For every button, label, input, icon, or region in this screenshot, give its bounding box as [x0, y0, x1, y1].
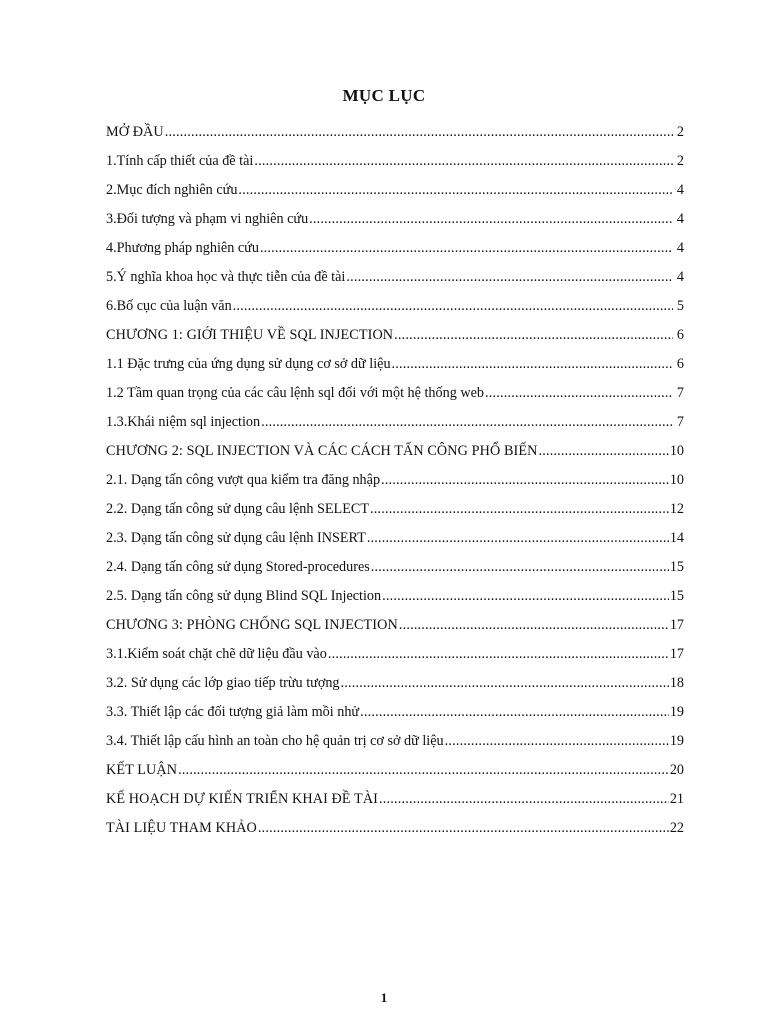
toc-leader-dots: [346, 269, 673, 286]
toc-entry: [106, 298, 684, 320]
toc-entry-label: MỞ ĐẦU: [106, 124, 164, 140]
toc-leader-dots: [254, 153, 673, 170]
toc-entry-page: 20: [669, 762, 684, 778]
toc-entry-page: 4: [676, 269, 684, 285]
toc-entry: [106, 820, 684, 842]
toc-entry-label: CHƯƠNG 3: PHÒNG CHỐNG SQL INJECTION: [106, 617, 398, 633]
toc-entry-label: 2.2. Dạng tấn công sử dụng câu lệnh SELECT: [106, 501, 370, 517]
toc-entry-label: 5.Ý nghĩa khoa học và thực tiễn của đề tài: [106, 269, 346, 285]
toc-entry-label: 1.2 Tầm quan trọng của các câu lệnh sql đối với một hệ thống web: [106, 385, 484, 401]
toc-leader-dots: [309, 211, 673, 228]
toc-leader-dots: [178, 762, 669, 779]
toc-entry: [106, 472, 684, 494]
toc-entry: [106, 559, 684, 581]
toc-title: MỤC LỤC: [342, 86, 426, 105]
toc-entry-label: 2.5. Dạng tấn công sử dụng Blind SQL Injection: [106, 588, 382, 604]
toc-leader-dots: [382, 588, 669, 605]
toc-entry-page: 15: [669, 588, 684, 604]
toc-entry: [106, 443, 684, 465]
toc-entry-label: CHƯƠNG 1: GIỚI THIỆU VỀ SQL INJECTION: [106, 327, 394, 343]
toc-entry-page: 7: [676, 414, 684, 430]
toc-entry-page: 15: [669, 559, 684, 575]
toc-leader-dots: [445, 733, 669, 750]
toc-entry-page: 18: [669, 675, 684, 691]
toc-entry-page: 7: [676, 385, 684, 401]
toc-entry-label: 2.4. Dạng tấn công sử dụng Stored-procedures: [106, 559, 370, 575]
toc-leader-dots: [367, 530, 669, 547]
toc-entry: [106, 733, 684, 755]
toc-leader-dots: [260, 240, 673, 257]
toc-leader-dots: [258, 820, 669, 837]
toc-entry-page: 17: [669, 617, 684, 633]
toc-entry-label: 3.4. Thiết lập cấu hình an toàn cho hệ quản trị cơ sở dữ liệu: [106, 733, 444, 749]
toc-entry: [106, 588, 684, 610]
toc-entry-page: 12: [669, 501, 684, 517]
toc-leader-dots: [328, 646, 669, 663]
toc-entry-page: 6: [676, 356, 684, 372]
toc-entry-label: 1.Tính cấp thiết của đề tài: [106, 153, 254, 169]
toc-entry: [106, 704, 684, 726]
toc-leader-dots: [379, 791, 669, 808]
toc-entry-label: 2.3. Dạng tấn công sử dụng câu lệnh INSERT: [106, 530, 366, 546]
toc-entry-label: TÀI LIỆU THAM KHẢO: [106, 820, 257, 836]
toc-entry: [106, 182, 684, 204]
toc-entry: [106, 617, 684, 639]
toc-entry-label: KẾ HOẠCH DỰ KIẾN TRIỂN KHAI ĐỀ TÀI: [106, 791, 378, 807]
toc-entry-page: 4: [676, 182, 684, 198]
toc-entry-page: 17: [669, 646, 684, 662]
toc-entry-page: 2: [676, 153, 684, 169]
toc-entry: [106, 124, 684, 146]
toc-entry-page: 10: [669, 443, 684, 459]
toc-entry-label: CHƯƠNG 2: SQL INJECTION VÀ CÁC CÁCH TẤN CÔNG PHỔ BIẾN: [106, 443, 538, 459]
toc-entry: [106, 269, 684, 291]
toc-entry-page: 21: [669, 791, 684, 807]
toc-entry: [106, 153, 684, 175]
toc-leader-dots: [392, 356, 673, 373]
toc-leader-dots: [233, 298, 673, 315]
toc-leader-dots: [165, 124, 673, 141]
toc-entry: [106, 414, 684, 436]
toc-entry: [106, 530, 684, 552]
toc-entry-page: 4: [676, 211, 684, 227]
toc-leader-dots: [261, 414, 673, 431]
toc-leader-dots: [238, 182, 673, 199]
toc-leader-dots: [538, 443, 668, 460]
toc-entry: [106, 675, 684, 697]
toc-entry: [106, 211, 684, 233]
toc-entry-label: 1.3.Khái niệm sql injection: [106, 414, 261, 430]
toc-entry-page: 19: [669, 733, 684, 749]
toc-entry-page: 22: [669, 820, 684, 836]
toc-leader-dots: [370, 501, 669, 518]
toc-entry-label: 6.Bố cục của luận văn: [106, 298, 232, 314]
toc-entry-label: 3.1.Kiểm soát chặt chẽ dữ liệu đầu vào: [106, 646, 327, 662]
toc-entry-page: 6: [676, 327, 684, 343]
toc-leader-dots: [485, 385, 673, 402]
toc-entry: [106, 385, 684, 407]
toc-entry-label: 3.Đối tượng và phạm vi nghiên cứu: [106, 211, 309, 227]
toc-entry: [106, 501, 684, 523]
toc-entry: [106, 646, 684, 668]
toc-entry-page: 10: [669, 472, 684, 488]
toc-entry-label: 4.Phương pháp nghiên cứu: [106, 240, 259, 256]
toc-entry: [106, 240, 684, 262]
toc-entry-page: 19: [669, 704, 684, 720]
toc-leader-dots: [341, 675, 669, 692]
toc-entry-page: 5: [676, 298, 684, 314]
toc-entry-label: KẾT LUẬN: [106, 762, 178, 778]
toc-leader-dots: [371, 559, 669, 576]
toc-entry-label: 3.2. Sử dụng các lớp giao tiếp trừu tượng: [106, 675, 340, 691]
toc-entry: [106, 327, 684, 349]
toc-entry-page: 4: [676, 240, 684, 256]
toc-leader-dots: [360, 704, 669, 721]
toc-entry-page: 2: [676, 124, 684, 140]
toc-leader-dots: [381, 472, 669, 489]
toc-entry: [106, 762, 684, 784]
toc-entry-page: 14: [669, 530, 684, 546]
toc-entry-label: 2.1. Dạng tấn công vượt qua kiểm tra đăng nhập: [106, 472, 381, 488]
toc-entry: [106, 356, 684, 378]
toc-entry: [106, 791, 684, 813]
toc-entry-label: 2.Mục đích nghiên cứu: [106, 182, 238, 198]
toc-entry-label: 1.1 Đặc trưng của ứng dụng sử dụng cơ sở dữ liệu: [106, 356, 391, 372]
toc-leader-dots: [399, 617, 669, 634]
toc-leader-dots: [394, 327, 673, 344]
page-number: 1: [380, 990, 388, 1005]
toc-entry-label: 3.3. Thiết lập các đối tượng giả làm mồi nhử: [106, 704, 360, 720]
